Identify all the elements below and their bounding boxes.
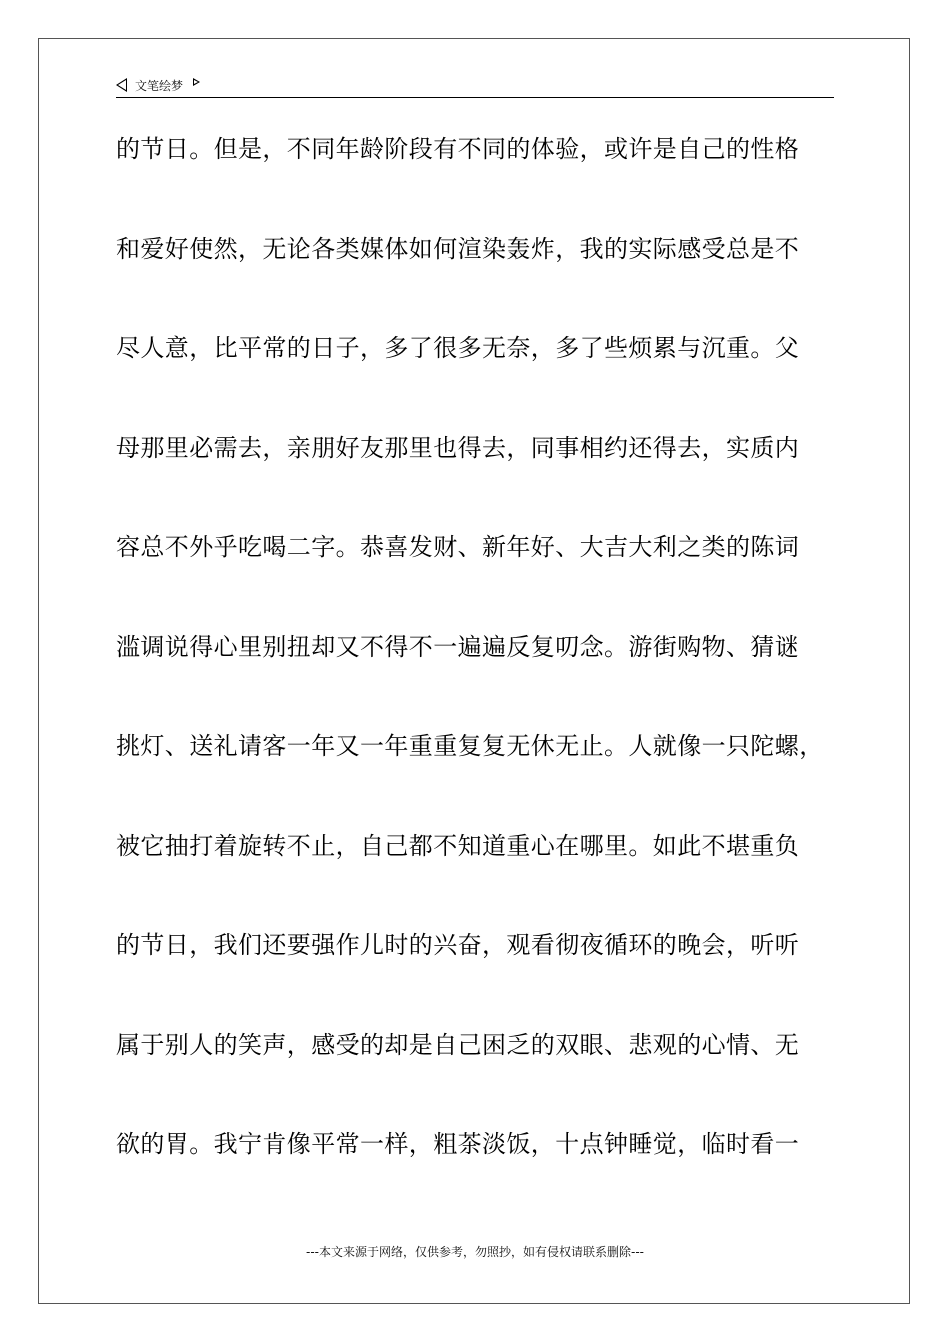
body-line: 尽人意，比平常的日子，多了很多无奈，多了些烦累与沉重。父 <box>116 334 800 362</box>
body-line: 欲的胃。我宁肯像平常一样，粗茶淡饭，十点钟睡觉，临时看一 <box>116 1130 800 1158</box>
body-line: 容总不外乎吃喝二字。恭喜发财、新年好、大吉大利之类的陈词 <box>116 533 800 561</box>
page-footer: ---本文来源于网络，仅供参考，勿照抄，如有侵权请联系删除--- <box>306 1245 644 1259</box>
body-line: 的节日，我们还要强作儿时的兴奋，观看彻夜循环的晚会，听听 <box>116 931 800 959</box>
body-line: 属于别人的笑声，感受的却是自己困乏的双眼、悲观的心情、无 <box>116 1030 800 1059</box>
triangle-left-icon <box>116 78 127 92</box>
body-line: 挑灯、送礼请客一年又一年重重复复无休无止。人就像一只陀螺， <box>116 732 824 760</box>
body-line: 被它抽打着旋转不止，自己都不知道重心在哪里。如此不堪重负 <box>116 831 800 860</box>
triangle-right-icon <box>193 78 200 86</box>
body-line: 和爱好使然，无论各类媒体如何渲染轰炸，我的实际感受总是不 <box>116 234 800 263</box>
body-line: 母那里必需去，亲朋好友那里也得去，同事相约还得去，实质内 <box>116 433 800 462</box>
body-line: 滥调说得心里别扭却又不得不一遍遍反复叨念。游街购物、猜谜 <box>116 632 800 661</box>
body-line: 的节日。但是，不同年龄阶段有不同的体验，或许是自己的性格 <box>116 135 800 163</box>
body-text <box>116 124 856 1219</box>
header-title: 文笔绘梦 <box>135 78 184 93</box>
page-header <box>116 73 834 97</box>
header-divider <box>116 97 834 98</box>
